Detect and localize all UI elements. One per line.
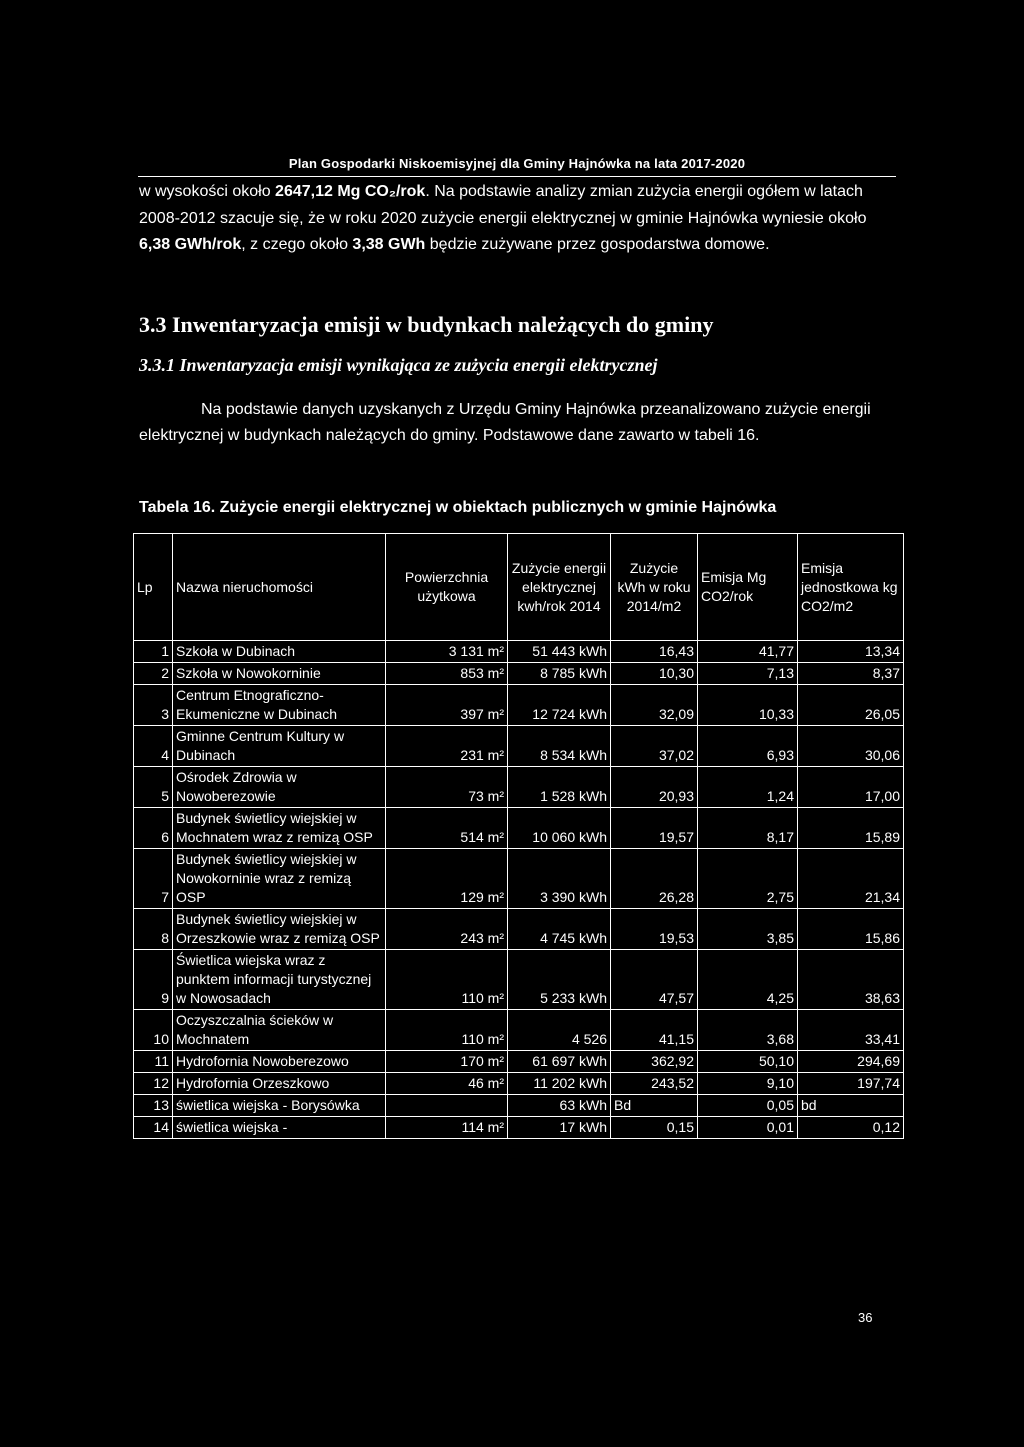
cell-kwh-m2: 32,09 bbox=[611, 685, 698, 726]
cell-emission-unit: 38,63 bbox=[798, 950, 904, 1010]
cell-emission-unit: 17,00 bbox=[798, 767, 904, 808]
cell-emission-unit: 294,69 bbox=[798, 1051, 904, 1073]
cell-kwh-m2: 37,02 bbox=[611, 726, 698, 767]
header-energy: Zużycie energii elektrycznej kwh/rok 2014 bbox=[508, 534, 611, 641]
cell-emission-unit: 0,12 bbox=[798, 1117, 904, 1139]
cell-area: 73 m² bbox=[386, 767, 508, 808]
header-kwh-m2: Zużycie kWh w roku 2014/m2 bbox=[611, 534, 698, 641]
table-body bbox=[134, 641, 904, 1139]
cell-emission-unit: 26,05 bbox=[798, 685, 904, 726]
cell-emission: 41,77 bbox=[698, 641, 798, 663]
cell-emission: 50,10 bbox=[698, 1051, 798, 1073]
section-heading: 3.3 Inwentaryzacja emisji w budynkach należących do gminy bbox=[139, 312, 714, 337]
table-row bbox=[134, 1051, 904, 1073]
cell-area: 46 m² bbox=[386, 1073, 508, 1095]
cell-name: świetlica wiejska - Borysówka bbox=[173, 1095, 386, 1117]
table-row bbox=[134, 767, 904, 808]
cell-emission-unit: 33,41 bbox=[798, 1010, 904, 1051]
cell-lp: 5 bbox=[134, 767, 173, 808]
cell-emission-unit: 15,86 bbox=[798, 909, 904, 950]
intro-paragraph bbox=[139, 179, 895, 259]
cell-area bbox=[386, 1095, 508, 1117]
cell-emission: 8,17 bbox=[698, 808, 798, 849]
cell-kwh-m2: 19,57 bbox=[611, 808, 698, 849]
cell-name: świetlica wiejska - bbox=[173, 1117, 386, 1139]
cell-energy: 4 526 bbox=[508, 1010, 611, 1051]
cell-lp: 7 bbox=[134, 849, 173, 909]
intro-text-2: . Na podstawie analizy zmian zużycia energii ogółem w latach 2008-2012 szacuje się, że w roku 2020 zużycie energii elektrycznej w gminie Hajnówka wyniesie około bbox=[139, 183, 867, 227]
cell-energy: 63 kWh bbox=[508, 1095, 611, 1117]
cell-emission-unit: 30,06 bbox=[798, 726, 904, 767]
intro-text-3: , z czego około bbox=[241, 236, 353, 253]
cell-energy: 4 745 kWh bbox=[508, 909, 611, 950]
cell-emission-unit: 197,74 bbox=[798, 1073, 904, 1095]
cell-kwh-m2: 243,52 bbox=[611, 1073, 698, 1095]
cell-emission-unit: 8,37 bbox=[798, 663, 904, 685]
cell-name: Hydrofornia Nowoberezowo bbox=[173, 1051, 386, 1073]
cell-kwh-m2: 20,93 bbox=[611, 767, 698, 808]
cell-area: 243 m² bbox=[386, 909, 508, 950]
cell-area: 129 m² bbox=[386, 849, 508, 909]
intro-forecast-value: 6,38 GWh/rok bbox=[139, 236, 242, 253]
table-row bbox=[134, 1010, 904, 1051]
intro-text-1: w wysokości około bbox=[139, 183, 276, 200]
cell-lp: 10 bbox=[134, 1010, 173, 1051]
cell-emission: 3,68 bbox=[698, 1010, 798, 1051]
cell-lp: 12 bbox=[134, 1073, 173, 1095]
cell-name: Ośrodek Zdrowia w Nowoberezowie bbox=[173, 767, 386, 808]
cell-lp: 14 bbox=[134, 1117, 173, 1139]
header-area: Powierzchnia użytkowa bbox=[386, 534, 508, 641]
cell-name: Szkoła w Nowokorninie bbox=[173, 663, 386, 685]
cell-emission: 4,25 bbox=[698, 950, 798, 1010]
cell-lp: 2 bbox=[134, 663, 173, 685]
intro-emission-value: 2647,12 Mg CO₂/rok bbox=[275, 183, 426, 200]
cell-area: 514 m² bbox=[386, 808, 508, 849]
header-emission-unit: Emisja jednostkowa kg CO2/m2 bbox=[798, 534, 904, 641]
page-number: 36 bbox=[858, 1310, 873, 1325]
cell-kwh-m2: 47,57 bbox=[611, 950, 698, 1010]
cell-name: Gminne Centrum Kultury w Dubinach bbox=[173, 726, 386, 767]
cell-energy: 8 534 kWh bbox=[508, 726, 611, 767]
cell-kwh-m2: 0,15 bbox=[611, 1117, 698, 1139]
cell-lp: 3 bbox=[134, 685, 173, 726]
cell-name: Szkoła w Dubinach bbox=[173, 641, 386, 663]
table-row bbox=[134, 1095, 904, 1117]
header-lp: Lp bbox=[134, 534, 173, 641]
table-row bbox=[134, 808, 904, 849]
table-row bbox=[134, 726, 904, 767]
cell-lp: 6 bbox=[134, 808, 173, 849]
cell-kwh-m2: 19,53 bbox=[611, 909, 698, 950]
intro-text-4: będzie zużywane przez gospodarstwa domowe. bbox=[425, 236, 770, 253]
cell-kwh-m2: Bd bbox=[611, 1095, 698, 1117]
cell-emission: 10,33 bbox=[698, 685, 798, 726]
cell-emission-unit: bd bbox=[798, 1095, 904, 1117]
energy-table bbox=[133, 533, 904, 1139]
cell-area: 231 m² bbox=[386, 726, 508, 767]
cell-energy: 3 390 kWh bbox=[508, 849, 611, 909]
cell-energy: 17 kWh bbox=[508, 1117, 611, 1139]
cell-emission: 0,05 bbox=[698, 1095, 798, 1117]
cell-area: 110 m² bbox=[386, 950, 508, 1010]
cell-energy: 11 202 kWh bbox=[508, 1073, 611, 1095]
table-row bbox=[134, 909, 904, 950]
running-header: Plan Gospodarki Niskoemisyjnej dla Gminy Hajnówka na lata 2017-2020 bbox=[288, 156, 746, 171]
cell-energy: 5 233 kWh bbox=[508, 950, 611, 1010]
table-row bbox=[134, 1073, 904, 1095]
cell-kwh-m2: 16,43 bbox=[611, 641, 698, 663]
table-row bbox=[134, 663, 904, 685]
cell-name: Budynek świetlicy wiejskiej w Orzeszkowie wraz z remizą OSP bbox=[173, 909, 386, 950]
table-row bbox=[134, 685, 904, 726]
cell-emission: 1,24 bbox=[698, 767, 798, 808]
cell-area: 110 m² bbox=[386, 1010, 508, 1051]
cell-emission: 7,13 bbox=[698, 663, 798, 685]
cell-lp: 4 bbox=[134, 726, 173, 767]
cell-emission: 6,93 bbox=[698, 726, 798, 767]
subsection-heading: 3.3.1 Inwentaryzacja emisji wynikająca ze zużycia energii elektrycznej bbox=[139, 355, 658, 375]
cell-kwh-m2: 26,28 bbox=[611, 849, 698, 909]
table-row bbox=[134, 641, 904, 663]
cell-energy: 10 060 kWh bbox=[508, 808, 611, 849]
cell-emission: 3,85 bbox=[698, 909, 798, 950]
cell-name: Oczyszczalnia ścieków w Mochnatem bbox=[173, 1010, 386, 1051]
table-header-row bbox=[134, 534, 904, 641]
table-caption: Tabela 16. Zużycie energii elektrycznej w obiektach publicznych w gminie Hajnówka bbox=[139, 499, 777, 516]
body-paragraph: Na podstawie danych uzyskanych z Urzędu Gminy Hajnówka przeanalizowano zużycie energii elektrycznej w budynkach należących do gminy. Podstawowe dane zawarto w tabeli 16. bbox=[139, 401, 871, 444]
cell-lp: 11 bbox=[134, 1051, 173, 1073]
cell-lp: 8 bbox=[134, 909, 173, 950]
cell-name: Budynek świetlicy wiejskiej w Mochnatem wraz z remizą OSP bbox=[173, 808, 386, 849]
table-row bbox=[134, 1117, 904, 1139]
intro-household-value: 3,38 GWh bbox=[352, 236, 426, 253]
cell-area: 170 m² bbox=[386, 1051, 508, 1073]
cell-energy: 12 724 kWh bbox=[508, 685, 611, 726]
cell-kwh-m2: 10,30 bbox=[611, 663, 698, 685]
cell-energy: 1 528 kWh bbox=[508, 767, 611, 808]
cell-area: 114 m² bbox=[386, 1117, 508, 1139]
cell-lp: 9 bbox=[134, 950, 173, 1010]
cell-kwh-m2: 362,92 bbox=[611, 1051, 698, 1073]
cell-energy: 61 697 kWh bbox=[508, 1051, 611, 1073]
header-rule bbox=[138, 176, 896, 177]
cell-lp: 1 bbox=[134, 641, 173, 663]
header-name: Nazwa nieruchomości bbox=[173, 534, 386, 641]
cell-emission-unit: 21,34 bbox=[798, 849, 904, 909]
cell-emission-unit: 13,34 bbox=[798, 641, 904, 663]
cell-area: 853 m² bbox=[386, 663, 508, 685]
cell-emission-unit: 15,89 bbox=[798, 808, 904, 849]
cell-name: Centrum Etnograficzno-Ekumeniczne w Dubinach bbox=[173, 685, 386, 726]
cell-area: 397 m² bbox=[386, 685, 508, 726]
cell-kwh-m2: 41,15 bbox=[611, 1010, 698, 1051]
cell-name: Świetlica wiejska wraz z punktem informacji turystycznej w Nowosadach bbox=[173, 950, 386, 1010]
cell-name: Budynek świetlicy wiejskiej w Nowokorninie wraz z remizą OSP bbox=[173, 849, 386, 909]
header-emission: Emisja Mg CO2/rok bbox=[698, 534, 798, 641]
cell-lp: 13 bbox=[134, 1095, 173, 1117]
cell-energy: 51 443 kWh bbox=[508, 641, 611, 663]
cell-emission: 2,75 bbox=[698, 849, 798, 909]
cell-area: 3 131 m² bbox=[386, 641, 508, 663]
cell-emission: 0,01 bbox=[698, 1117, 798, 1139]
cell-emission: 9,10 bbox=[698, 1073, 798, 1095]
cell-energy: 8 785 kWh bbox=[508, 663, 611, 685]
cell-name: Hydrofornia Orzeszkowo bbox=[173, 1073, 386, 1095]
table-row bbox=[134, 950, 904, 1010]
table-row bbox=[134, 849, 904, 909]
